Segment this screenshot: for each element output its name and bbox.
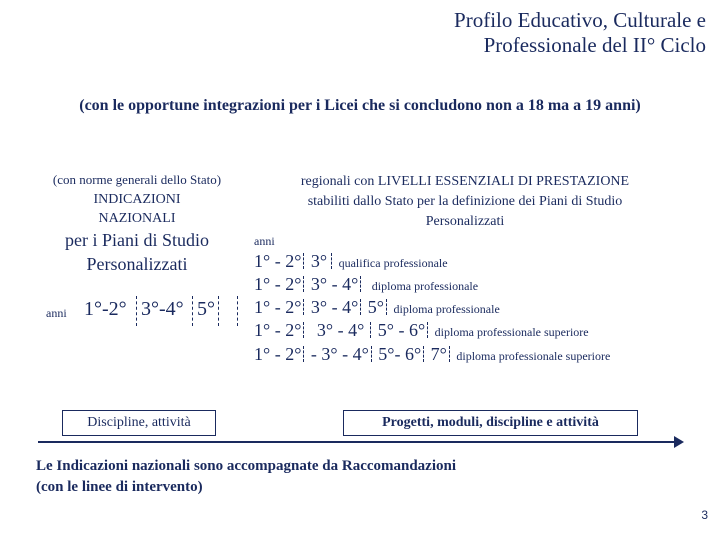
footer-note [36,456,456,498]
left-year-2: 3°-4° [141,298,184,320]
year-row [254,320,589,341]
year-row [254,274,478,295]
row-2-years-b: 3° - 4° [310,274,359,294]
arrow-right-icon [674,436,684,448]
row-5-years-b: - 3° - 4° [310,344,369,364]
left-plans-line-2: Personalizzati [86,254,188,274]
page-number: 3 [701,508,708,522]
left-divider-4 [237,296,238,326]
indicazioni-line-2: NAZIONALI [98,211,176,226]
row-1-note: qualifica professionale [338,256,448,270]
row-4-years-a: 1° - 2° [254,320,302,340]
footer-line-2: (con le linee di intervento) [36,479,203,495]
right-years-label: anni [254,234,275,248]
row-3-years-c: 5° [367,297,384,317]
row-4-note: diploma professionale superiore [434,325,589,339]
row-5-years-a: 1° - 2° [254,344,302,364]
year-row [254,297,500,318]
subtitle: (con le opportune integrazioni per i Licei che si concludono non a 18 ma a 19 anni) [79,97,641,114]
row-5-years-d: 7° [430,344,447,364]
left-plans-line-1: per i Piani di Studio [65,230,209,250]
row-5-years-c: 5°- 6° [378,344,422,364]
row-1-years-b: 3° [310,251,328,271]
timeline-arrow-line [38,441,674,443]
footer-line-1: Le Indicazioni nazionali sono accompagnate da Raccomandazioni [36,458,457,474]
title-line-1: Profilo Educativo, Culturale e [454,8,706,32]
row-2-note: diploma professionale [371,279,479,293]
left-years-label: anni [46,306,67,320]
year-row [254,344,610,365]
year-row [254,251,448,272]
left-plans [30,228,244,276]
discipline-box: Discipline, attività [62,410,216,436]
row-5-note: diploma professionale superiore [456,349,611,363]
row-3-years-a: 1° - 2° [254,297,302,317]
left-note: (con norme generali dello Stato) [52,172,222,187]
row-3-note: diploma professionale [393,302,500,316]
row-1-years-a: 1° - 2° [254,251,302,271]
indicazioni-line-1: INDICAZIONI [93,192,181,207]
row-4-years-c: 5° - 6° [377,320,426,340]
row-4-years-b: 3° - 4° [316,320,365,340]
title-line-2: Professionale del II° Ciclo [483,33,706,57]
page-title [286,8,706,58]
left-year-3: 5° [197,298,215,320]
right-heading [255,172,675,232]
indicazioni-heading [30,190,244,228]
right-heading-line-1: regionali con LIVELLI ESSENZIALI DI PRESTAZIONE [300,174,630,189]
left-year-1: 1°-2° [84,298,127,320]
projects-box: Progetti, moduli, discipline e attività [343,410,638,436]
row-2-years-a: 1° - 2° [254,274,302,294]
left-divider-2 [192,296,193,326]
right-heading-line-2: stabiliti dallo Stato per la definizione dei Piani di Studio [307,194,623,209]
left-divider-1 [136,296,137,326]
row-3-years-b: 3° - 4° [310,297,359,317]
left-divider-3 [218,296,219,326]
right-heading-line-3: Personalizzati [425,214,505,229]
